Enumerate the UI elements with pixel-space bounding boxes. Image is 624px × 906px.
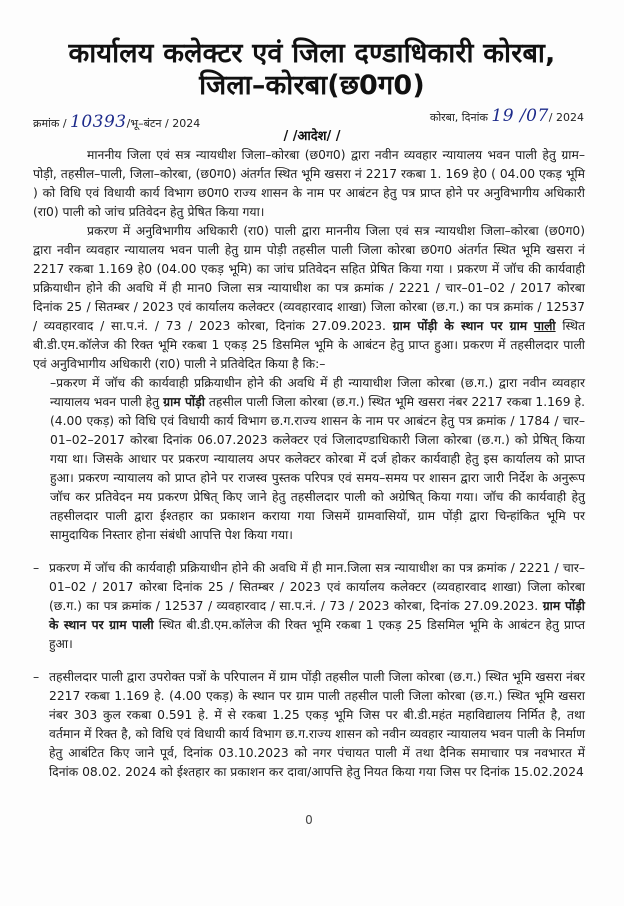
paragraph-3-dash: – <box>50 376 57 390</box>
paragraph-4-text-b: स्थित बी.डी.एम.कॉलेज की रिक्त भूमि रकबा 1 एकड़ 25 डिसमिल भूमि के आबंटन हेतु प्राप्त हुआ। <box>49 618 585 651</box>
paragraph-1: माननीय जिला एवं सत्र न्यायधीश जिला–कोरबा (छ0ग0) द्वारा नवीन व्यवहार न्यायालय भवन पाली हेतु ग्राम–पोड़ी, तहसील–पाली, जिला–कोरबा, (छ0ग0) अंतर्गत स्थित भूमि खसरा नं 2217 रकबा 1. 169 हे0 ( 04.00 एकड़ भूमि ) को विधि एवं विधायी कार्य विभाग छ0ग0 राज्य शासन के नाम पर आबंटन हेतु पत्र प्राप्त होने पर अनुविभागीय अधिकारी (रा0) पाली को जांच प्रतिवेदन हेतु प्रेषित किया गया। <box>33 148 585 219</box>
paragraph-2-text-a: प्रकरण में अनुविभागीय अधिकारी (रा0) पाली द्वारा माननीय जिला एवं सत्र न्यायधीश जिला–कोरबा (छ0ग0) द्वारा नवीन व्यवहार न्यायालय भवन पाली हेतु ग्राम पोड़ी तहसील पाली जिला कोरबा छ0ग0 अंतर्गत स्थित भूमि खसरा नं 2217 रकबा 1.169 हे0 (04.00 एकड़ भूमि) का जांच प्रतिवेदन सहित प्रेषित किया गया । प्रकरण में जॉच की कार्यवाही प्रक्रियाधीन होने की अवधि में ही मान0 जिला सत्र न्यायाधीश का पत्र क्रमांक / 2221 / चार–01–02 / 2017 कोरबा दिनांक 25 / सितम्बर / 2023 एवं कार्यालय कलेक्टर (व्यवहारवाद शाखा) जिला कोरबा (छ.ग.) का पत्र क्रमांक / 12537 / व्यवहारवाद / सा.प.नं. / 73 / 2023 कोरबा, दिनांक 27.09.2023. <box>33 224 585 333</box>
paragraph-5-dash: – <box>33 670 40 684</box>
paragraph-3-text-b: तहसील पाली जिला कोरबा (छ.ग.) स्थित भूमि खसरा नंबर 2217 रकबा 1.169 हे. (4.00 एकड़) को विधि एवं विधायी कार्य विभाग छ.ग.राज्य शासन के नाम पर आबंटन हेतु पत्र क्रमांक / 1784 / चार–01–02–2017 कोरबा दिनांक 06.07.2023 कलेक्टर एवं जिलादण्डाधिकारी जिला कोरबा (छ.ग.) को प्रेषित् किया गया था। जिसके आधार पर प्रकरण न्यायालय अपर कलेक्टर कोरबा में दर्ज होकर कार्यवाही हेतु इस कार्यालय को प्राप्त हुआ। प्रकरण न्यायालय को प्राप्त होने पर राजस्व पुस्तक परिपत्र एवं समय–समय पर शासन द्वारा जारी निर्देश के अनुरूप जॉच कर प्रतिवेदन मय प्रकरण प्रेषित् किए जाने हेतु तहसीलदार पाली को अग्रेषित् किया गया। जॉच की कार्यवाही हेतु तहसीलदार पाली द्वारा ईश्तहार का प्रकाशन कराया गया जिसमें ग्रामवासियों, ग्राम पोंड़ी द्वारा चिन्हांकित भूमि पर सामुदायिक निस्तार होना संबंधी आपत्ति पेश किया गया। <box>50 395 585 542</box>
paragraph-4 <box>33 559 585 654</box>
paragraph-5-text: तहसीलदार पाली द्वारा उपरोक्त पत्रों के परिपालन में ग्राम पोंड़ी तहसील पाली जिला कोरबा (छ.ग.) स्थित भूमि खसरा नंबर 2217 रकबा 1.169 हे. (4.00 एकड़) के स्थान पर ग्राम पाली तहसील पाली जिला कोरबा (छ.ग.) स्थित भूमि खसरा नंबर 303 कुल रकबा 0.591 हे. में से रकबा 1.25 एकड़ भूमि जिस पर बी.डी.महंत महाविद्यालय निर्मित है, तथा वर्तमान में रिक्त है, को विधि एवं विधायी कार्य विभाग छ.ग.राज्य शासन को नवीन व्यवहार न्यायालय भवन पाली के निर्माण हेतु आबंटित किए जाने पूर्व, दिनांक 03.10.2023 को नगर पंचायत पाली में तथा दैनिक समाचाार पत्र नवभारत में दिनांक 08.02. 2024 को ईश्तहार का प्रकाशन कर दावा/आपत्ति हेतु नियत किया गया जिस पर दिनांक 15.02.2024 <box>49 670 585 779</box>
paragraph-4-dash: – <box>33 561 40 575</box>
paragraph-4-text-a: प्रकरण में जॉच की कार्यवाही प्रक्रियाधीन होने की अवधि में ही मान.जिला सत्र न्यायाधीश का पत्र क्रमांक / 2221 / चार–01–02 / 2017 कोरबा दिनांक 25 / सितम्बर / 2023 एवं कार्यालय कलेक्टर (व्यवहारवाद शाखा) जिला कोरबा (छ.ग.) का पत्र क्रमांक / 12537 / व्यवहारवाद / सा.प.नं. / 73 / 2023 कोरबा, दिनांक 27.09.2023. <box>49 561 585 613</box>
paragraph-3 <box>50 374 585 545</box>
document-header <box>0 0 624 146</box>
office-title-line2: जिला–कोरबा(छ0ग0) <box>199 70 425 101</box>
office-title-line1: कार्यालय कलेक्टर एवं जिला दण्डाधिकारी कोरबा, <box>68 38 556 69</box>
order-heading: / /आदेश/ / <box>283 129 341 144</box>
place-date-prefix: कोरबा, दिनांक <box>429 111 488 124</box>
paragraph-2-text-b: स्थित बी.डी.एम.कॉलेज की रिक्त भूमि रकबा 1 एकड़ 25 डिसमिल भूमि के आबंटन हेतु प्राप्त हुआ। प्रकरण में तहसीलदार पाली एवं अनुविभागीय अधिकारी (रा0) पाली ने प्रतिवेदित किया है कि:– <box>33 319 585 371</box>
ref-number-handwritten: 10393 <box>70 112 127 132</box>
ref-suffix: /भू–बंटन / 2024 <box>126 117 201 130</box>
paragraph-2-bold: ग्राम पोंड़ी के स्थान पर ग्राम <box>392 319 528 333</box>
document-body <box>0 146 624 828</box>
paragraph-2 <box>33 222 585 374</box>
paragraph-4-bold: ग्राम पोंड़ी के स्थान पर ग्राम पाली <box>49 599 585 632</box>
paragraph-5 <box>33 668 585 782</box>
page-mark: 0 <box>305 813 313 827</box>
place-date <box>430 106 584 126</box>
paragraph-3-text-a: प्रकरण में जॉच की कार्यवाही प्रक्रियाधीन होने की अवधि में ही न्यायाधीश जिला कोरबा (छ.ग.) द्वारा नवीन व्यवहार न्यायालय भवन पाली हेतु <box>50 376 585 409</box>
ref-prefix: क्रमांक / <box>33 117 67 130</box>
paragraph-3-bold: ग्राम पोंड़ी <box>163 395 205 409</box>
date-handwritten: 19 /07 <box>491 106 549 126</box>
date-year: / 2024 <box>548 111 584 124</box>
paragraph-2-bold-underlined: पाली <box>533 319 556 333</box>
